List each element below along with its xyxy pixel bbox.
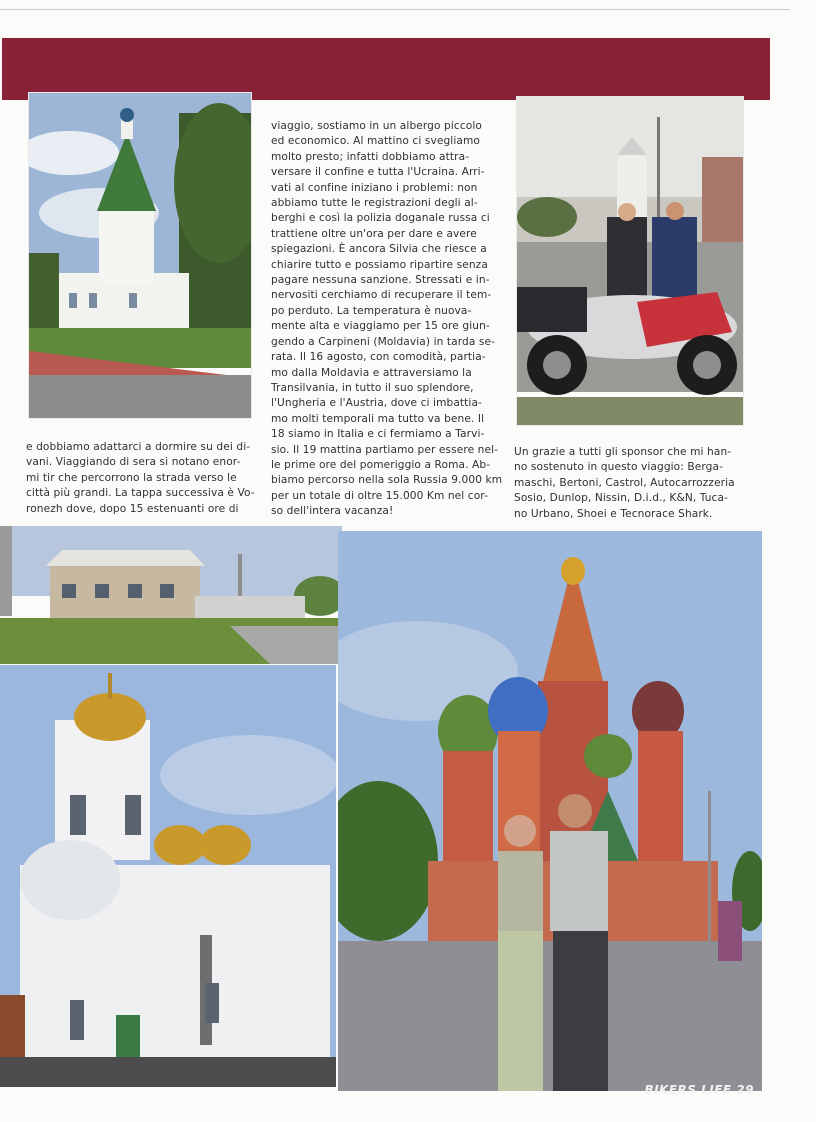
photo-border-crossing — [0, 526, 342, 664]
text-line: po perduto. La temperatura è nuova- — [271, 304, 472, 317]
text-line: rata. Il 16 agosto, con comodità, partia- — [271, 351, 486, 364]
text-line: biamo percorso nella sola Russia 9.000 km — [271, 474, 503, 487]
text-line: mente alta e viaggiamo per 15 ore giun- — [271, 320, 490, 333]
photo-st-basils-cathedral — [338, 531, 762, 1091]
top-rule — [0, 9, 790, 10]
text-line: ed economico. Al mattino ci svegliamo — [271, 135, 480, 148]
text-line: gendo a Carpineni (Moldavia) in tarda se- — [271, 335, 496, 348]
text-line: Transilvania, in tutto il suo splendore, — [271, 381, 474, 394]
text-line: no Urbano, Shoei e Tecnorace Shark. — [514, 507, 713, 520]
text-line: mo molti temporali ma tutto va bene. Il — [271, 412, 485, 425]
article-text-left — [26, 440, 255, 517]
text-line: trattiene oltre un'ora per dare e avere — [271, 227, 477, 240]
text-line: berghi e così la polizia doganale russa ci — [271, 212, 490, 225]
text-line: ronezh dove, dopo 15 estenuanti ore di — [26, 502, 239, 515]
footer-page-label: BIKERS LIFE 29 — [644, 1083, 754, 1097]
text-line: mo dalla Moldavia e attraversiamo la — [271, 366, 472, 379]
text-line: mi tir che percorrono la strada verso le — [26, 471, 237, 484]
text-line: maschi, Bertoni, Castrol, Autocarrozzeria — [514, 476, 735, 489]
text-line: abbiamo tutte le registrazioni degli al- — [271, 197, 478, 210]
sponsor-thanks-text — [514, 445, 750, 522]
text-line: no sostenuto in questo viaggio: Berga- — [514, 461, 723, 474]
text-line: chiarire tutto e possiamo ripartire senza — [271, 258, 488, 271]
text-line: pagare nessuna sanzione. Stressati e in- — [271, 274, 490, 287]
article-text-middle — [271, 119, 503, 520]
text-line: per un totale di oltre 15.000 Km nel cor- — [271, 489, 489, 502]
text-line: vani. Viaggiando di sera si notano enor- — [26, 456, 241, 469]
text-line: Sosio, Dunlop, Nissin, D.i.d., K&N, Tuca- — [514, 492, 728, 505]
text-line: versare il confine e tutta l'Ucraina. Arri- — [271, 166, 485, 179]
text-line: sio. Il 19 mattina partiamo per essere nel- — [271, 443, 499, 456]
text-line: 18 siamo in Italia e ci fermiamo a Tarvi- — [271, 428, 485, 441]
text-line: città più grandi. La tappa successiva è Vo- — [26, 487, 255, 500]
header-banner — [2, 38, 770, 100]
text-line: spiegazioni. È ancora Silvia che riesce a — [271, 243, 487, 256]
text-line: so dell'intera vacanza! — [271, 505, 394, 518]
text-line: Un grazie a tutti gli sponsor che mi han- — [514, 446, 732, 458]
text-line: e dobbiamo adattarci a dormire su dei di- — [26, 441, 251, 453]
text-line: molto presto; infatti dobbiamo attra- — [271, 150, 470, 163]
text-line: le prime ore del pomeriggio a Roma. Ab- — [271, 458, 491, 471]
photo-white-church-golden-domes — [0, 665, 336, 1087]
text-line: nervositi cerchiamo di recuperare il tem- — [271, 289, 492, 302]
photo-motorcycle-riders — [516, 96, 744, 426]
text-line: viaggio, sostiamo in un albergo piccolo — [271, 120, 482, 132]
text-line: vati al confine iniziano i problemi: non — [271, 181, 478, 194]
text-line: l'Ungheria e l'Austria, dove ci imbattia- — [271, 397, 482, 410]
photo-green-dome-church — [28, 92, 252, 419]
